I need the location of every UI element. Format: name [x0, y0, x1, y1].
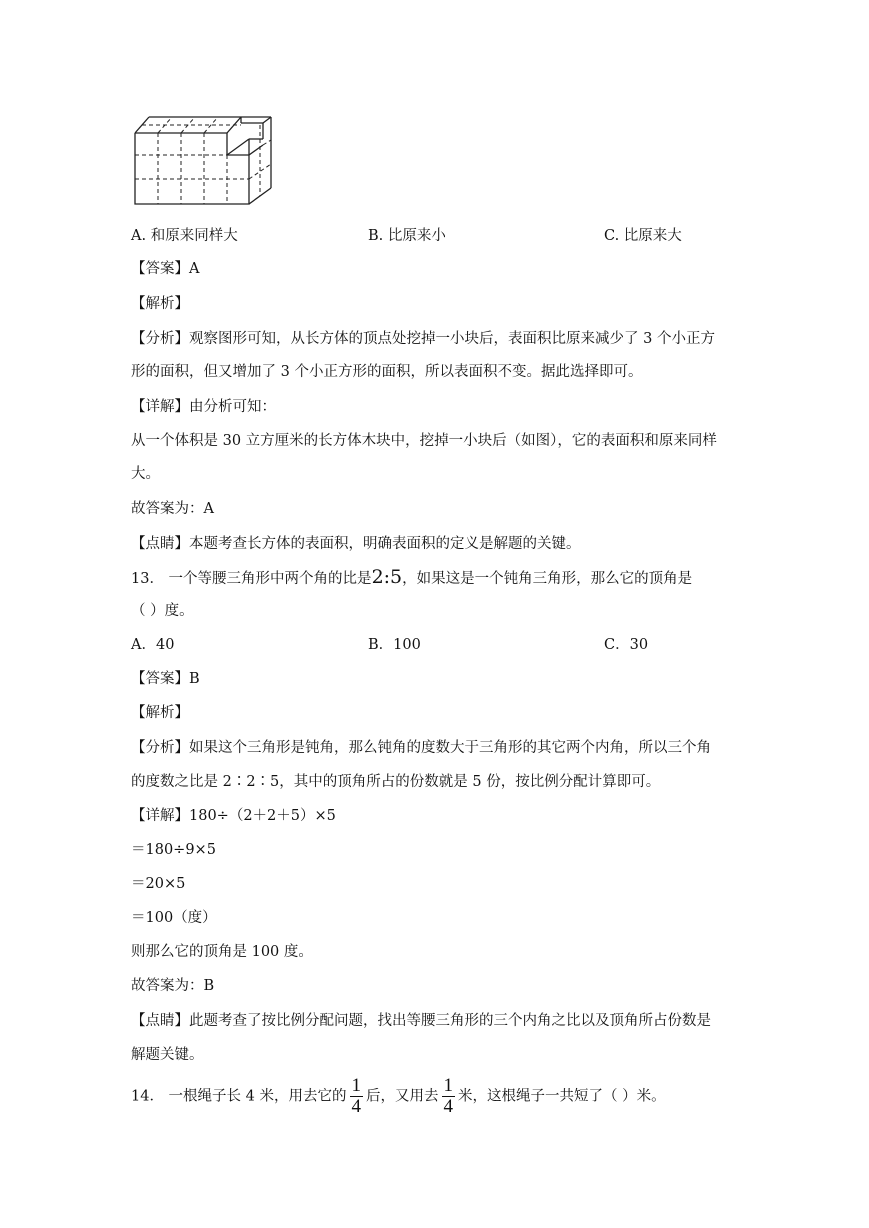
- q12-option-a: A. 和原来同样大: [131, 228, 238, 244]
- calc-step: 180÷（2＋2＋5）×5: [189, 808, 336, 824]
- xiangjie-tag: 【详解】: [131, 399, 189, 415]
- q13-option-a: A．40: [131, 637, 175, 653]
- q13-final-answer: 故答案为：B: [131, 978, 215, 994]
- q14-stem-a: 14． 一根绳子长 4 米，用去它的: [131, 1088, 347, 1105]
- q12-fenxi-line-2: 形的面积，但又增加了 3 个小正方形的面积，所以表面积不变。据此选择即可。: [131, 364, 643, 380]
- calc-step: ＝20×5: [131, 876, 186, 892]
- fenxi-tag: 【分析】: [131, 331, 189, 347]
- q13-dianjing-line-2: 解题关键。: [131, 1047, 204, 1063]
- q14-stem: [131, 1076, 666, 1117]
- q12-xiangjie-line-2: 从一个体积是 30 立方厘米的长方体木块中，挖掉一小块后（如图），它的表面积和原来同样: [131, 433, 717, 449]
- q13-stem-pre: 13． 一个等腰三角形中两个角的比是: [131, 571, 372, 587]
- q14-stem-c: 米，这根绳子一共短了（ ）米。: [458, 1088, 666, 1105]
- q13-answer: 【答案】B: [131, 671, 200, 687]
- fraction-denominator: 4: [443, 1096, 454, 1117]
- q13-stem-post: ，如果这是一个钝角三角形，那么它的顶角是: [402, 571, 693, 587]
- dianjing-text: 本题考查长方体的表面积，明确表面积的定义是解题的关键。: [189, 536, 581, 552]
- q13-xiangjie-line-1: [131, 806, 336, 826]
- xiangjie-tag: 【详解】: [131, 808, 189, 824]
- xiangjie-text: 由分析可知：: [189, 399, 276, 415]
- dianjing-tag: 【点睛】: [131, 1013, 189, 1029]
- q12-fenxi-line-1: [131, 329, 715, 349]
- q13-fenxi-line-2: 的度数之比是 2∶2∶5，其中的顶角所占的份数就是 5 份，按比例分配计算即可。: [131, 774, 661, 790]
- q13-stem-line-2: （ ）度。: [131, 603, 194, 619]
- fraction-numerator: 1: [351, 1075, 362, 1096]
- q12-option-b: B. 比原来小: [368, 228, 446, 244]
- fraction-denominator: 4: [351, 1096, 362, 1117]
- dianjing-text: 此题考查了按比例分配问题，找出等腰三角形的三个内角之比以及顶角所占份数是: [189, 1013, 711, 1029]
- q12-xiangjie-line-1: [131, 397, 276, 417]
- q13-stem-line-1: [131, 567, 692, 589]
- fraction-numerator: 1: [443, 1075, 454, 1096]
- fenxi-text: 如果这个三角形是钝角，那么钝角的度数大于三角形的其它两个内角，所以三个角: [189, 740, 711, 756]
- q13-dianjing-line-1: [131, 1011, 711, 1031]
- q13-option-b: B．100: [368, 637, 421, 653]
- q12-dianjing: [131, 534, 581, 554]
- q12-analysis-heading: 【解析】: [131, 296, 189, 312]
- q13-conclusion: 则那么它的顶角是 100 度。: [131, 944, 313, 960]
- q14-stem-b: 后，又用去: [366, 1088, 439, 1105]
- q14-fraction-2: [442, 1076, 456, 1117]
- fenxi-tag: 【分析】: [131, 740, 189, 756]
- fenxi-text: 观察图形可知，从长方体的顶点处挖掉一小块后，表面积比原来减少了 3 个小正方: [189, 331, 715, 347]
- q13-option-c: C．30: [604, 637, 649, 653]
- cuboid-figure: [131, 112, 277, 208]
- q12-final-answer: 故答案为：A: [131, 501, 214, 517]
- q13-fenxi-line-1: [131, 738, 711, 758]
- q12-xiangjie-line-3: 大。: [131, 466, 160, 482]
- q12-answer: 【答案】A: [131, 261, 200, 277]
- calc-step: ＝100（度）: [131, 910, 217, 926]
- q13-ratio: 2:5: [371, 566, 403, 588]
- q12-option-c: C. 比原来大: [604, 228, 682, 244]
- q14-fraction-1: [350, 1076, 364, 1117]
- calc-step: ＝180÷9×5: [131, 842, 216, 858]
- q13-analysis-heading: 【解析】: [131, 705, 189, 721]
- dianjing-tag: 【点睛】: [131, 536, 189, 552]
